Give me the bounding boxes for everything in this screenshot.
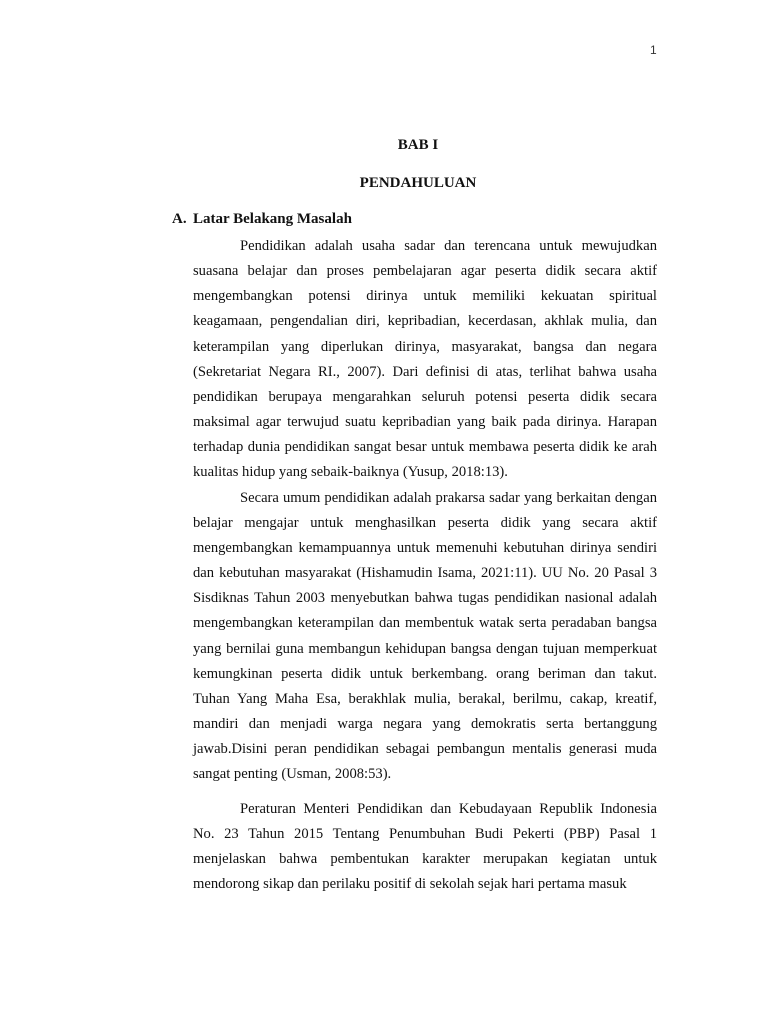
paragraph-2: Secara umum pendidikan adalah prakarsa sadar yang berkaitan dengan belajar mengajar untuk menghasilkan peserta didik yang secara aktif mengembangkan kemampuannya untuk memenuhi kebutuhan dirinya sendiri dan kebutuhan masyarakat (Hishamudin Isama, 2021:11). UU No. 20 Pasal 3 Sisdiknas Tahun 2003 menyebutkan bahwa tugas pendidikan nasional adalah mengembangkan keterampilan dan membentuk watak serta peradaban bangsa yang bernilai guna membangun kehidupan bangsa dengan tujuan memperkuat kemungkinan peserta didik untuk berkembang. orang beriman dan takut. Tuhan Yang Maha Esa, berakhlak mulia, berakal, berilmu, cakap, kreatif, mandiri dan menjadi warga negara yang demokratis serta bertanggung jawab.Disini peran pendidikan sebagai pembangun mentalis generasi muda sangat penting (Usman, 2008:53). (193, 489, 657, 783)
body-text-block-1 (193, 234, 657, 787)
paragraph-1: Pendidikan adalah usaha sadar dan terencana untuk mewujudkan suasana belajar dan proses pembelajaran agar peserta didik secara aktif mengembangkan potensi dirinya untuk memiliki kekuatan spiritual keagamaan, pengendalian diri, kepribadian, kecerdasan, akhlak mulia, dan keterampilan yang diperlukan dirinya, masyarakat, bangsa dan negara (Sekretariat Negara RI., 2007). Dari definisi di atas, terlihat bahwa usaha pendidikan berupaya mengarahkan seluruh potensi peserta didik secara maksimal agar terwujud suatu kepribadian yang baik pada dirinya. Harapan terhadap dunia pendidikan sangat besar untuk membawa peserta didik ke arah kualitas hidup yang sebaik-baiknya (Yusup, 2018:13). (193, 238, 657, 481)
section-heading (172, 211, 352, 228)
chapter-title: PENDAHULUAN (359, 175, 477, 191)
body-text-block-2 (193, 797, 657, 898)
section-letter: A. (172, 211, 187, 227)
section-title: Latar Belakang Masalah (193, 211, 352, 227)
page-number: 1 (650, 43, 657, 57)
chapter-number: BAB I (397, 137, 439, 153)
paragraph-3: Peraturan Menteri Pendidikan dan Kebudayaan Republik Indonesia No. 23 Tahun 2015 Tentang Penumbuhan Budi Pekerti (PBP) Pasal 1 menjelaskan bahwa pembentukan karakter merupakan kegiatan untuk mendorong sikap dan perilaku positif di sekolah sejak hari pertama masuk (193, 801, 657, 893)
